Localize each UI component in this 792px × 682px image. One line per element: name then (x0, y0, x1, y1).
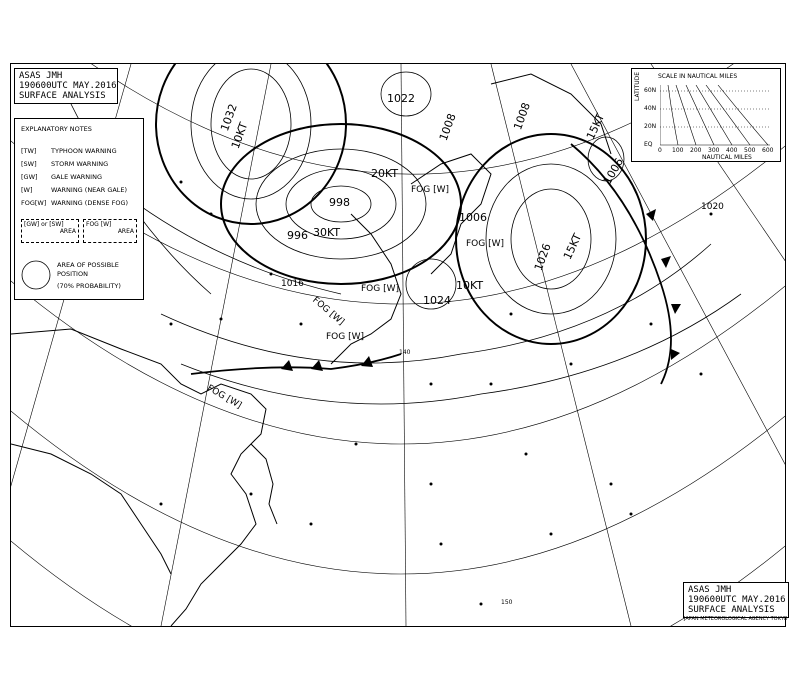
scale-nm-400: 400 (726, 147, 738, 154)
fog-warning-1: FOG [W] (411, 185, 450, 195)
fog-warning-4: FOG [W] (310, 295, 346, 328)
title-line-3: SURFACE ANALYSIS (19, 91, 106, 101)
fog-warning-3: FOG [W] (361, 284, 400, 294)
legend-code: FOG[W] (21, 199, 47, 207)
legend-row-gw (21, 173, 102, 181)
label-1006: 1006 (459, 211, 487, 224)
scale-nm-300: 300 (708, 147, 720, 154)
legend-area-box-2 (83, 219, 137, 243)
label-1016: 1016 (281, 279, 304, 289)
legend-code: [SW] (21, 160, 37, 168)
title-line-2: 190600UTC MAY.2016 (688, 595, 786, 605)
scale-lat-40: 40N (644, 105, 657, 112)
legend-row-sw (21, 160, 108, 168)
label-998: 998 (329, 196, 350, 209)
scale-curves (660, 85, 772, 147)
scale-nm-200: 200 (690, 147, 702, 154)
legend-label: TYPHOON WARNING (51, 147, 117, 155)
speed-20kt: 20KT (371, 167, 399, 180)
scale-title: SCALE IN NAUTICAL MILES (658, 73, 738, 80)
label-1026: 1026 (531, 241, 554, 273)
fog-warning-2: FOG [W] (466, 239, 505, 249)
speed-30kt: 30KT (313, 226, 341, 239)
legend-area-label: FOG [W] (86, 221, 112, 228)
label-1008b: 1008 (511, 100, 534, 132)
lon-label-140: 140 (399, 349, 411, 356)
label-996: 996 (287, 229, 308, 242)
scale-lat-20: 20N (644, 123, 657, 130)
scale-lat-eq: EQ (644, 141, 653, 148)
legend-possible-3: (70% PROBABILITY) (57, 282, 121, 290)
speed-10kt: 10KT (228, 120, 251, 151)
speed-15kt-2: 15KT (583, 111, 608, 142)
legend-code: [TW] (21, 147, 37, 155)
legend-label: GALE WARNING (51, 173, 102, 181)
legend-possible-1: AREA OF POSSIBLE (57, 261, 119, 269)
explanatory-notes (14, 118, 144, 300)
legend-row-tw (21, 147, 117, 155)
title-box-top (14, 68, 118, 104)
lon-label-150: 150 (501, 599, 513, 606)
legend-area-label: [GW] or [SW] (24, 221, 64, 228)
legend-area-box-1 (21, 219, 79, 243)
legend-row-w (21, 186, 127, 194)
label-1006e: 1006 (600, 155, 627, 187)
scale-nm-0: 0 (658, 147, 662, 154)
title-line-1: ASAS JMH (19, 71, 63, 81)
legend-row-fog (21, 199, 128, 207)
scale-axis-y: LATITUDE (634, 71, 641, 101)
scale-nm-500: 500 (744, 147, 756, 154)
speed-10kt-2: 10KT (456, 279, 484, 292)
fog-warning-6: FOG [W] (205, 383, 244, 412)
title-line-3: SURFACE ANALYSIS (688, 605, 775, 615)
legend-title: EXPLANATORY NOTES (21, 125, 92, 133)
possible-area-circle-icon (21, 259, 51, 291)
title-line-2: 190600UTC MAY.2016 (19, 81, 117, 91)
scale-nm-100: 100 (672, 147, 684, 154)
title-box-bottom (683, 582, 789, 618)
label-1024: 1024 (423, 294, 451, 307)
legend-possible-2: POSITION (57, 270, 88, 278)
speed-15kt: 15KT (560, 231, 585, 262)
legend-code: [W] (21, 186, 33, 194)
legend-area-sub: AREA (59, 228, 76, 235)
label-1022: 1022 (387, 92, 415, 105)
label-1032: 1032 (218, 102, 240, 133)
nautical-scale (631, 68, 781, 162)
label-1020: 1020 (701, 202, 724, 212)
scale-lat-60: 60N (644, 87, 657, 94)
legend-area-sub: AREA (117, 228, 134, 235)
legend-label: WARNING (DENSE FOG) (51, 199, 129, 207)
legend-label: STORM WARNING (51, 160, 109, 168)
title-line-1: ASAS JMH (688, 585, 732, 595)
scale-nm-600: 600 (762, 147, 774, 154)
legend-label: WARNING (NEAR GALE) (51, 186, 128, 194)
agency-credit: JAPAN METEOROLOGICAL AGENCY TOKYO (684, 616, 788, 622)
legend-code: [GW] (21, 173, 38, 181)
label-1008a: 1008 (436, 111, 459, 143)
fog-warning-5: FOG [W] (326, 332, 365, 342)
scale-axis-x: NAUTICAL MILES (702, 154, 752, 161)
